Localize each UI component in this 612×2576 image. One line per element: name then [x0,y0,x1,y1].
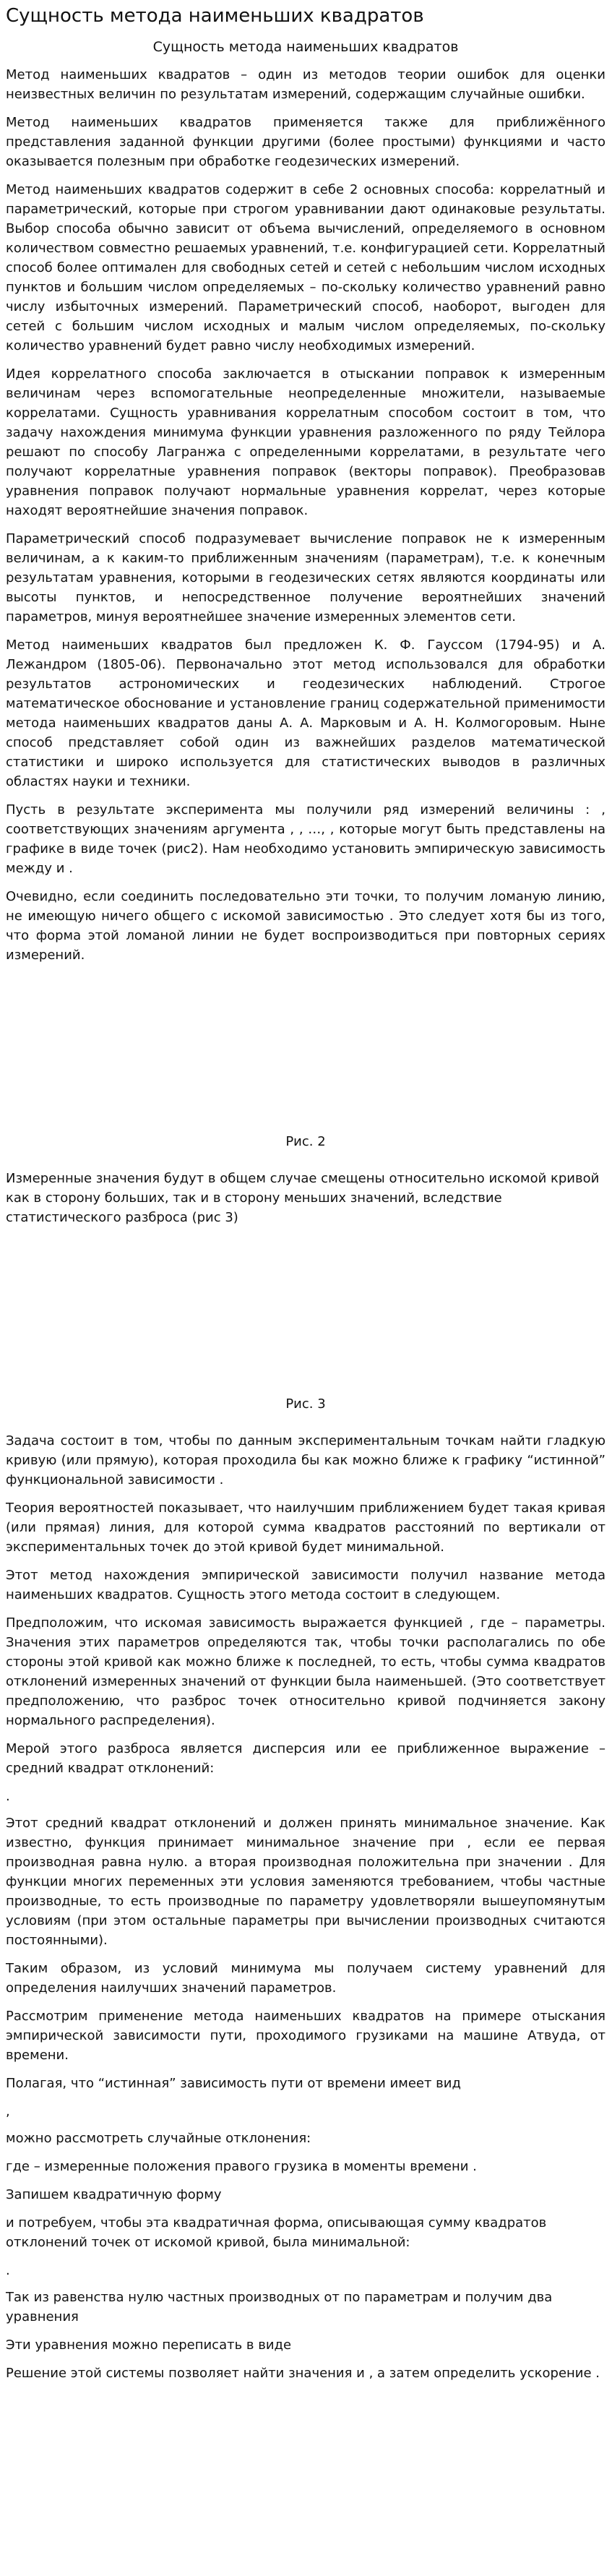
formula-placeholder-1: . [6,1789,10,1804]
paragraph-correlate-method: Идея коррелатного способа заключается в отыскании поправок к измеренным величинам через вспомогательные неопределенные множители, называемые коррелатами. Сущность уравнивания коррелатным способом состоит в том, что задачу нахождения минимума функции уравнения разложенного по ряду Тейлора решают по способу Лагранжа с определенными коррелатами, в результате чего получают коррелатные уравнения поправок (векторы поправок). Преобразовав уравнения поправок получают нормальные уравнения коррелат, через которые находят вероятнейшие значения поправок. [6,366,605,518]
paragraph-minimize-form: и потребуем, чтобы эта квадратичная форма, описывающая сумму квадратов отклонений точек от искомой кривой, была минимальной: [6,2215,547,2250]
figure-3-caption: Рис. 3 [285,1396,326,1412]
paragraph-methods: Метод наименьших квадратов содержит в себе 2 основных способа: коррелатный и параметрический, которые при строгом уравнивании дают одинаковые результаты. Выбор способа обычно зависит от объема вычислений, определяемого в основном количеством совместно решаемых уравнений, т.е. конфигурацией сети. Коррелатный способ более оптимален для свободных сетей и сетей с небольшим числом исходных пунктов и большим числом определяемых – по-скольку количество уравнений равно числу избыточных измерений. Параметрический способ, наоборот, выгоден для сетей с большим числом исходных и малым числом определяемых, по-скольку количество уравнений будет равно числу необходимых измерений. [6,182,605,353]
figure-2-caption: Рис. 2 [285,1134,326,1149]
paragraph-measured-positions: где – измеренные положения правого грузика в моменты времени . [6,2159,477,2174]
document-page [6,0,605,2392]
paragraph-method-name: Этот метод нахождения эмпирической зависимости получил название метода наименьших квадратов. Сущность этого метода состоит в следующем. [6,1568,605,1602]
paragraph-history: Метод наименьших квадратов был предложен К. Ф. Гауссом (1794-95) и А. Лежандром (1805-06). Первоначально этот метод использовался для обработки результатов астрономических и геодезических наблюдений. Строгое математическое обоснование и установление границ содержательной применимости метода наименьших квадратов даны А. А. Марковым и А. Н. Колмогоровым. Ныне способ представляет собой один из важнейших разделов математической статистики и широко используется для статистических выводов в различных областях науки и техники. [6,637,605,789]
paragraph-approximation: Метод наименьших квадратов применяется также для приближённого представления заданной функции другими (более простыми) функциями и часто оказывается полезным при обработке геодезических измерений. [6,115,605,169]
paragraph-atwood-example: Рассмотрим применение метода наименьших квадратов на примере отыскания эмпирической зависимости пути, проходимого грузиками на машине Атвуда, от времени. [6,2009,605,2063]
paragraph-true-dependency: Полагая, что “истинная” зависимость пути от времени имеет вид [6,2076,461,2091]
paragraph-broken-line: Очевидно, если соединить последовательно эти точки, то получим ломаную линию, не имеющую ничего общего с искомой зависимостью . Это следует хотя бы из того, что форма этой ломаной линии не будет воспроизводиться при повторных сериях измерений. [6,889,605,963]
document-title: Сущность метода наименьших квадратов [6,5,424,27]
paragraph-dispersion: Мерой этого разброса является дисперсия или ее приближенное выражение – средний квадрат отклонений: [6,1741,605,1776]
paragraph-rewrite-equations: Эти уравнения можно переписать в виде [6,2337,292,2353]
figure-2-area [6,974,605,1133]
document-subtitle: Сущность метода наименьших квадратов [152,39,459,55]
paragraph-task: Задача состоит в том, чтобы по данным экспериментальным точкам найти гладкую кривую (или прямую), которая проходила бы как можно ближе к графику “истинной” функциональной зависимости . [6,1433,605,1487]
paragraph-experiment: Пусть в результате эксперимента мы получили ряд измерений величины : , соответствующих значениям аргумента , , …, , которые могут быть представлены на графике в виде точек (рис2). Нам необходимо установить эмпирическую зависимость между и . [6,802,605,876]
paragraph-random-deviations: можно рассмотреть случайные отклонения: [6,2131,311,2146]
paragraph-quadratic-form: Запишем квадратичную форму [6,2187,222,2202]
paragraph-definition: Метод наименьших квадратов – один из методов теории ошибок для оценки неизвестных величин по результатам измерений, содержащим случайные ошибки. [6,67,605,102]
paragraph-parametric-method: Параметрический способ подразумевает вычисление поправок не к измеренным величинам, а к каким-то приближенным значениям (параметрам), т.е. к конечным результатам уравнения, которыми в геодезических сетях являются координаты или высоты пунктов, и непосредственное получение вероятнейших значений параметров, минуя вероятнейшее значение измеренных элементов сети. [6,531,605,624]
paragraph-probability-theory: Теория вероятностей показывает, что наилучшим приближением будет такая кривая (или прямая) линия, для которой сумма квадратов расстояний по вертикали от экспериментальных точек до этой кривой будет минимальной. [6,1500,605,1555]
paragraph-minimum-condition: Этот средний квадрат отклонений и должен принять минимальное значение. Как известно, функция принимает минимальное значение при , если ее первая производная равна нулю. а вторая производная положительна при значении . Для функции многих переменных эти условия заменяются требованием, чтобы частные производные, то есть производные по параметру удовлетворяли вышеупомянутым условиям (при этом остальные параметры при вычислении производных считаются постоянными). [6,1816,605,1948]
paragraph-solution: Решение этой системы позволяет найти значения и , а затем определить ускорение . [6,2366,600,2381]
paragraph-scatter: Измеренные значения будут в общем случае смещены относительно искомой кривой как в сторону больших, так и в сторону меньших значений, вследствие статистического разброса (рис 3) [6,1171,600,1225]
paragraph-assumption: Предположим, что искомая зависимость выражается функцией , где – параметры. Значения этих параметров определяются так, чтобы точки располагались по обе стороны этой кривой как можно ближе к последней, то есть, чтобы сумма квадратов отклонений измеренных значений от функции была наименьшей. (Это соответствует предположению, что разброс точек относительно кривой подчиняется закону нормального распределения). [6,1615,605,1728]
figure-3-area [6,1236,605,1395]
formula-placeholder-3: . [6,2263,10,2278]
formula-placeholder-2: , [6,2104,10,2119]
paragraph-partial-derivatives: Так из равенства нулю частных производных от по параметрам и получим два уравнения [6,2290,553,2324]
paragraph-system: Таким образом, из условий минимума мы получаем систему уравнений для определения наилучших значений параметров. [6,1961,605,1996]
